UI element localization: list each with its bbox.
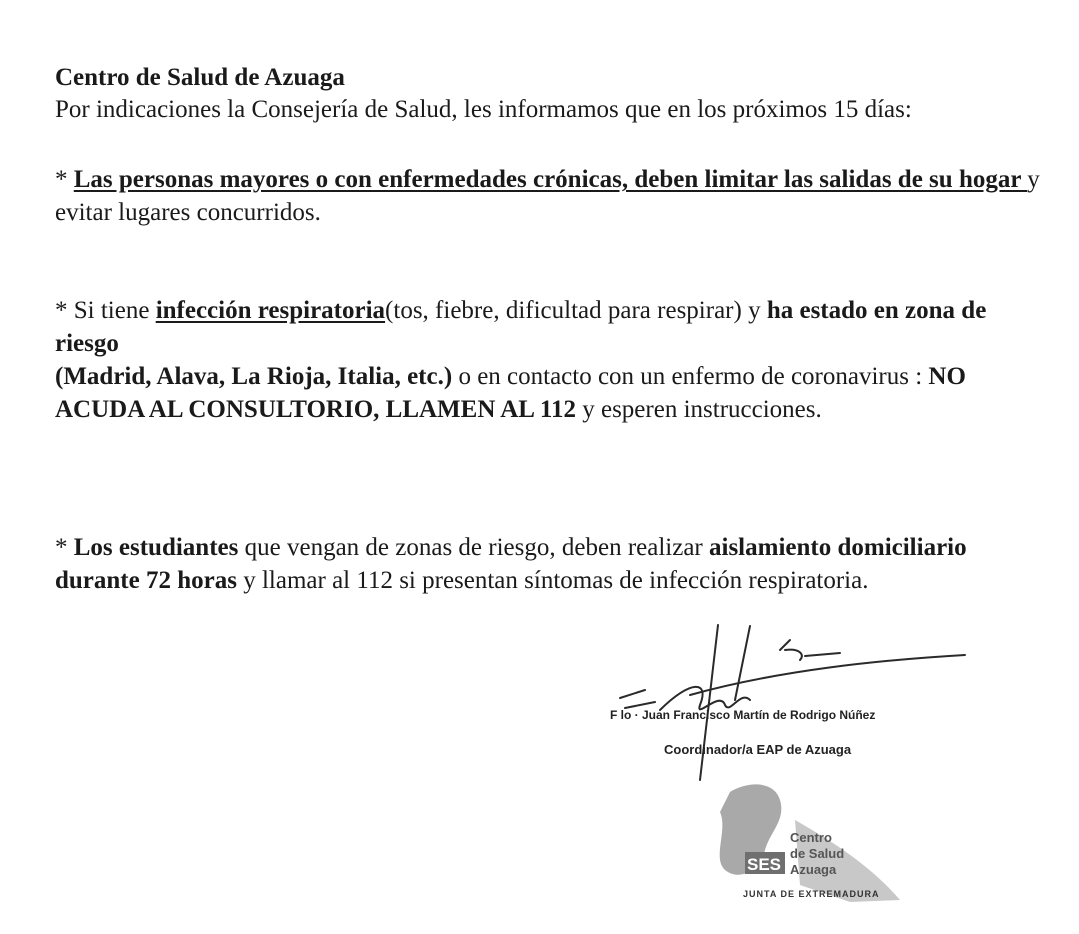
page-title: Centro de Salud de Azuaga xyxy=(55,64,345,91)
svg-text:Azuaga: Azuaga xyxy=(790,862,837,877)
students: Los estudiantes xyxy=(73,534,239,561)
paragraph-students xyxy=(55,531,1049,597)
svg-text:JUNTA DE EXTREMADURA: JUNTA DE EXTREMADURA xyxy=(743,889,880,899)
svg-text:SES: SES xyxy=(747,855,782,874)
risk-zone: ha estado en zona de riesgo xyxy=(55,297,987,357)
bullet: * xyxy=(55,166,74,193)
respiratory-infection: infección respiratoria xyxy=(155,297,386,324)
wait-instructions: y esperen instrucciones. xyxy=(575,396,822,423)
bullet: * xyxy=(55,534,74,561)
paragraph-respiratory xyxy=(55,294,1049,426)
signer-name: F lo · Juan Francisco Martín de Rodrigo Núñez xyxy=(610,708,876,722)
isolation: aislamiento domiciliario durante 72 horas xyxy=(55,534,967,594)
students-end: y llamar al 112 si presentan síntomas de infección respiratoria. xyxy=(236,567,869,594)
svg-text:Centro: Centro xyxy=(790,830,832,845)
signer-role: Coordinador/a EAP de Azuaga xyxy=(664,742,852,757)
handwritten-signature xyxy=(600,620,1020,920)
contact-text: o en contacto con un enfermo de coronavirus : xyxy=(452,363,929,390)
health-center-stamp xyxy=(720,784,900,902)
elderly-rest: y evitar lugares concurridos. xyxy=(55,166,1040,226)
symptoms: (tos, fiebre, dificultad para respirar) y xyxy=(385,297,767,324)
signature-block xyxy=(600,620,1020,920)
svg-text:de Salud: de Salud xyxy=(790,846,845,861)
risk-places: (Madrid, Alava, La Rioja, Italia, etc.) xyxy=(55,363,453,390)
elderly-warning: Las personas mayores o con enfermedades crónicas, deben limitar las salidas de su hogar xyxy=(73,166,1028,193)
students-middle: que vengan de zonas de riesgo, deben realizar xyxy=(238,534,709,561)
lead: * Si tiene xyxy=(55,297,156,324)
call-112: NO ACUDA AL CONSULTORIO, LLAMEN AL 112 xyxy=(55,363,966,423)
paragraph-elderly xyxy=(55,163,1049,229)
intro-text: Por indicaciones la Consejería de Salud, les informamos que en los próximos 15 días: xyxy=(55,96,912,123)
